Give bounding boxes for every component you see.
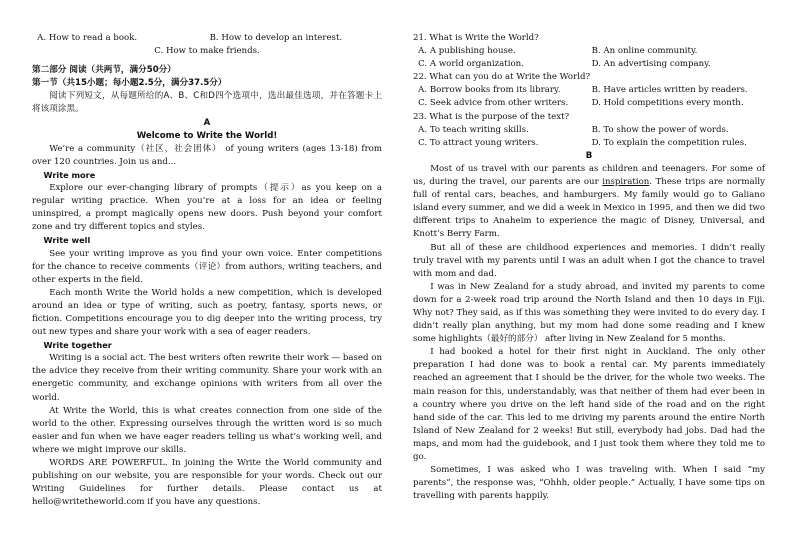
prev-option-c: C. How to make friends. [154,46,260,57]
q23-options-row1 [413,124,765,137]
paragraph-write-well-1: See your writing improve as you find your own voice. Enter competitions for the chance to receive comments（评论）from authors, writing teachers, and other experts in the field. [32,248,382,285]
subsection-title: 第一节（共15小题；每小题2.5分，满分37.5分） [32,78,227,89]
passage-title: Welcome to Write the World! [136,130,278,141]
prev-option-a: A. How to read a book. [37,33,138,43]
left-column [32,32,382,509]
paragraph-write-together-1: Writing is a social act. The best writers often rewrite their work — based on the advice they receive from their writing community. Share your work with an energetic community, and exchange opinions with writers from all over the world. [32,353,382,403]
heading-write-well: Write well [43,235,91,246]
passage-letter-a: A [203,117,211,128]
q21-options-row2 [413,58,765,71]
q23-options-row2 [413,137,765,150]
q21-option-b: B. An online community. [591,46,698,57]
paragraph-write-together-3: WORDS ARE POWERFUL. In joining the Write the World community and publishing on our website, you are responsible for your words. Check out our Writing Guidelines for further details. Please contact us at hello@writetheworld.com if you have any questions. [32,458,382,508]
instructions: 阅读下列短文，从每题所给的A、B、C和D四个选项中，选出最佳选项，并在答题卡上将该项涂黑。 [32,91,382,115]
paragraph-b1-end: . These trips are normally full of rental cars, beaches, and hamburgers. My family would go to Galiano island every summer, and we did a week in Mexico in 1995, and then we did two different trips to Anaheim to experience the magic of Disney, Universal, and Knott’s Berry Farm. [413,177,765,240]
right-column [413,32,765,503]
heading-write-together: Write together [43,340,112,351]
passage-letter-b: B [585,150,593,161]
q21-option-c: C. A world organization. [418,59,524,70]
paragraph-b2: But all of these are childhood experiences and memories. I didn’t really truly travel with my parents until I was an adult when I got the chance to travel with mom and dad. [413,242,765,279]
paragraph-b1-start: Most of us travel with our parents as children and teenagers. For some of us, during the travel, our parents are our [413,163,765,188]
intro-paragraph: We’re a community（社区，社会团体） of young writers (ages 13-18) from over 120 countries. Join us and... [32,143,382,167]
section-title: 第二部分 阅读（共两节，满分50分） [32,65,176,76]
q21-option-a: A. A publishing house. [418,46,516,57]
prev-question-options [32,32,382,45]
q23-option-b: B. To show the power of words. [591,124,729,135]
q22-option-d: D. Hold competitions every month. [591,98,744,109]
q22-option-c: C. Seek advice from other writers. [418,98,569,109]
question-22: 22. What can you do at Write the World? [413,72,591,83]
paragraph-b4: I had booked a hotel for their first night in Auckland. The only other preparation I had done was to book a rental car. My parents immediately reached an agreement that I should be the driver, for the whole two weeks. The main reason for this, understandably, was that neither of them had ever been in a country where you drive on the left hand side of the road and on the right hand side of the car. This led to me driving my parents around the entire North Island of New Zealand for 2 weeks! But still, everybody had jobs. Dad had the maps, and mom had the guidebook, and I just took them where they told me to go. [413,347,765,462]
q21-options-row1 [413,45,765,58]
paragraph-b1 [413,163,765,242]
q22-options-row1 [413,84,765,97]
q23-option-a: A. To teach writing skills. [418,124,529,135]
underlined-word-inspiration: inspiration [602,177,650,188]
paragraph-write-well-2: Each month Write the World holds a new competition, which is developed around an idea or type of writing, such as poetry, fantasy, sports news, or fiction. Competitions encourage you to dig deeper into the writing process, try out new types and share your work with a sea of eager readers. [32,287,382,338]
q22-options-row2 [413,97,765,110]
q23-option-d: D. To explain the competition rules. [591,137,747,148]
prev-option-b: B. How to develop an interest. [209,33,343,43]
paragraph-write-more: Explore our ever-changing library of prompts（提示）as you keep on a regular writing practice. When you’re at a loss for an idea or feeling uninspired, a prompt magically opens new doors. Push beyond your comfort zone and try different topics and styles. [32,183,382,233]
q23-option-c: C. To attract young writers. [418,137,539,148]
q22-option-b: B. Have articles written by readers. [591,85,748,96]
question-23: 23. What is the purpose of the text? [413,111,570,122]
paragraph-b5: Sometimes, I was asked who I was traveling with. When I said “my parents”, the response was, “Ohhh, older people.” Actually, I have some tips on travelling with parents happily. [413,465,765,502]
q22-option-a: A. Borrow books from its library. [418,85,561,96]
paragraph-write-together-2: At Write the World, this is what creates connection from one side of the world to the other. Expressing ourselves through the written word is so much easier and fun when we have eager readers telling us what’s working well, and where we might improve our skills. [32,405,382,455]
heading-write-more: Write more [43,169,96,180]
question-21: 21. What is Write the World? [413,33,539,43]
q21-option-d: D. An advertising company. [591,59,711,70]
paragraph-b3: I was in New Zealand for a study abroad, and invited my parents to come down for a 2-week road trip around the North Island and then 10 days in Fiji. Why not? They said, as if this was something they were invited to do every day. I didn’t really plan anything, but my mom had done some reading and I knew some highlights（最好的部分） after living in New Zealand for 5 months. [413,281,765,345]
